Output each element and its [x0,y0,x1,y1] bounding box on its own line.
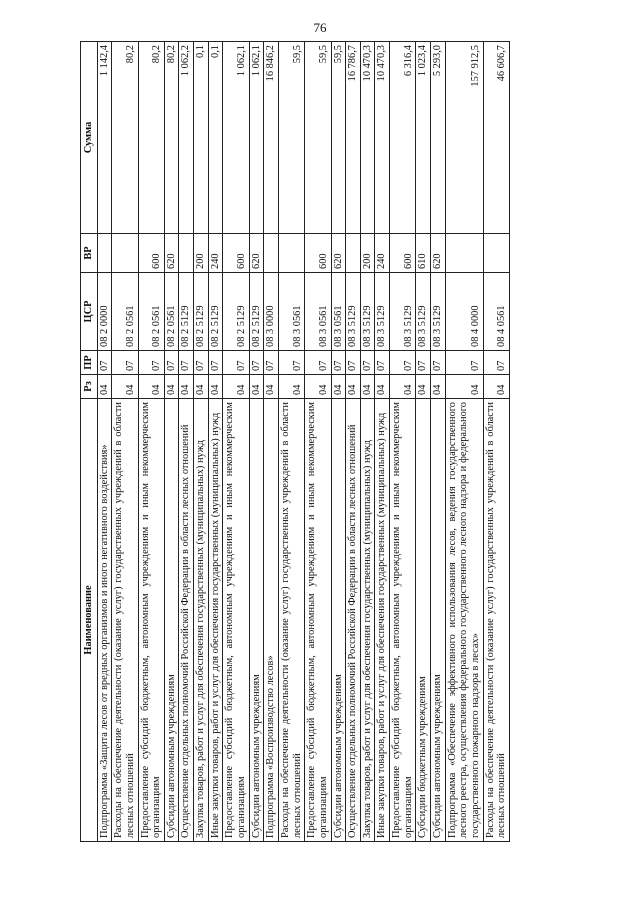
cell-rz: 04 [346,375,361,399]
cell-name: Предоставление субсидий бюджетным, автономным учреждениям и иным некоммерческим организациям [223,399,249,842]
cell-sum: 1 142,4 [97,42,112,234]
table-row [194,42,209,842]
header-vr: ВР [81,234,98,273]
cell-name: Субсидии бюджетным учреждениям [416,399,431,842]
cell-vr [179,234,194,273]
cell-name: Расходы на обеспечение деятельности (оказание услуг) государственных учреждений в области лесных отношений [278,399,304,842]
cell-vr: 600 [223,234,249,273]
cell-rz: 04 [331,375,346,399]
cell-sum: 0,1 [208,42,223,234]
cell-rz: 04 [305,375,331,399]
table-row [208,42,223,842]
table-row [278,42,304,842]
page-number: 76 [313,20,327,35]
header-sum: Сумма [81,42,98,234]
cell-csr: 08 2 0561 [164,273,179,351]
cell-csr: 08 2 0561 [112,273,138,351]
table-row [360,42,375,842]
cell-pr: 07 [278,351,304,375]
cell-rz: 04 [375,375,390,399]
table-row [305,42,331,842]
header-pr: ПР [81,351,98,375]
cell-name: Осуществление отдельных полномочий Российской Федерации в области лесных отношений [346,399,361,842]
cell-name: Подпрограмма «Обеспечение эффективного использования лесов, ведения государственного лесного реестра, осуществления федерального государственного лесного надзора и федерального государственного пожарного надзора в лесах» [445,399,483,842]
cell-rz: 04 [164,375,179,399]
cell-pr: 07 [194,351,209,375]
cell-csr: 08 3 5129 [360,273,375,351]
cell-rz: 04 [138,375,164,399]
cell-vr [97,234,112,273]
cell-pr: 07 [249,351,264,375]
cell-rz: 04 [264,375,279,399]
cell-pr: 07 [416,351,431,375]
cell-csr: 08 4 0000 [445,273,483,351]
cell-rz: 04 [194,375,209,399]
cell-vr: 610 [416,234,431,273]
cell-csr: 08 2 5129 [208,273,223,351]
cell-csr: 08 3 5129 [375,273,390,351]
cell-vr: 600 [138,234,164,273]
cell-vr [445,234,483,273]
cell-sum: 16 846,2 [264,42,279,234]
table-body [97,42,509,842]
cell-rz: 04 [208,375,223,399]
table-row [264,42,279,842]
cell-csr: 08 2 5129 [223,273,249,351]
cell-pr: 07 [179,351,194,375]
cell-rz: 04 [431,375,446,399]
cell-csr: 08 3 0561 [278,273,304,351]
cell-rz: 04 [483,375,509,399]
cell-vr: 620 [331,234,346,273]
cell-pr: 07 [390,351,416,375]
cell-rz: 04 [445,375,483,399]
cell-name: Предоставление субсидий бюджетным, автономным учреждениям и иным некоммерческим организациям [138,399,164,842]
cell-vr: 600 [390,234,416,273]
cell-pr: 07 [112,351,138,375]
table-row [431,42,446,842]
cell-sum: 80,2 [112,42,138,234]
cell-pr: 07 [138,351,164,375]
cell-pr: 07 [375,351,390,375]
cell-name: Иные закупки товаров, работ и услуг для обеспечения государственных (муниципальных) нужд [208,399,223,842]
cell-name: Расходы на обеспечение деятельности (оказание услуг) государственных учреждений в области лесных отношений [112,399,138,842]
cell-sum: 157 912,5 [445,42,483,234]
cell-sum: 0,1 [194,42,209,234]
cell-sum: 16 786,7 [346,42,361,234]
table-row [223,42,249,842]
budget-table [80,41,510,842]
cell-vr [346,234,361,273]
table-row [249,42,264,842]
cell-sum: 10 470,3 [375,42,390,234]
cell-sum: 80,2 [138,42,164,234]
cell-pr: 07 [164,351,179,375]
cell-csr: 08 2 5129 [179,273,194,351]
cell-rz: 04 [360,375,375,399]
table-row [138,42,164,842]
cell-csr: 08 4 0561 [483,273,509,351]
cell-sum: 10 470,3 [360,42,375,234]
cell-csr: 08 2 5129 [194,273,209,351]
cell-name: Иные закупки товаров, работ и услуг для обеспечения государственных (муниципальных) нужд [375,399,390,842]
cell-pr: 07 [445,351,483,375]
cell-sum: 1 062,2 [179,42,194,234]
header-rz: Рз [81,375,98,399]
header-name: Наименование [81,399,98,842]
cell-rz: 04 [179,375,194,399]
cell-pr: 07 [431,351,446,375]
cell-pr: 07 [223,351,249,375]
cell-pr: 07 [97,351,112,375]
cell-pr: 07 [264,351,279,375]
table-row [416,42,431,842]
header-csr: ЦСР [81,273,98,351]
cell-vr [278,234,304,273]
rotated-table-container [80,42,620,842]
cell-csr: 08 2 0561 [138,273,164,351]
cell-name: Субсидии автономным учреждениям [249,399,264,842]
cell-csr: 08 3 5129 [416,273,431,351]
cell-sum: 59,5 [278,42,304,234]
cell-name: Подпрограмма «Воспроизводство лесов» [264,399,279,842]
cell-pr: 07 [331,351,346,375]
cell-pr: 07 [483,351,509,375]
cell-sum: 59,5 [331,42,346,234]
cell-csr: 08 3 0561 [331,273,346,351]
rotated-table-frame [80,42,620,842]
table-row [445,42,483,842]
cell-vr [112,234,138,273]
table-header [81,42,98,842]
cell-pr: 07 [208,351,223,375]
cell-pr: 07 [305,351,331,375]
cell-name: Закупка товаров, работ и услуг для обеспечения государственных (муниципальных) нужд [360,399,375,842]
cell-csr: 08 3 0561 [305,273,331,351]
cell-vr: 200 [194,234,209,273]
cell-name: Осуществление отдельных полномочий Российской Федерации в области лесных отношений [179,399,194,842]
cell-name: Субсидии автономным учреждениям [431,399,446,842]
cell-csr: 08 2 5129 [249,273,264,351]
cell-rz: 04 [390,375,416,399]
table-row [331,42,346,842]
table-row [483,42,509,842]
cell-rz: 04 [278,375,304,399]
cell-vr: 240 [208,234,223,273]
cell-sum: 46 606,7 [483,42,509,234]
table-row [346,42,361,842]
cell-sum: 1 062,1 [249,42,264,234]
cell-csr: 08 3 5129 [390,273,416,351]
cell-sum: 1 062,1 [223,42,249,234]
cell-sum: 59,5 [305,42,331,234]
cell-rz: 04 [97,375,112,399]
cell-vr [264,234,279,273]
cell-csr: 08 3 5129 [431,273,446,351]
cell-sum: 80,2 [164,42,179,234]
cell-csr: 08 3 0000 [264,273,279,351]
cell-vr: 600 [305,234,331,273]
table-row [179,42,194,842]
table-row [375,42,390,842]
cell-name: Субсидии автономным учреждениям [164,399,179,842]
cell-name: Предоставление субсидий бюджетным, автономным учреждениям и иным некоммерческим организациям [305,399,331,842]
cell-vr [483,234,509,273]
cell-name: Закупка товаров, работ и услуг для обеспечения государственных (муниципальных) нужд [194,399,209,842]
cell-name: Подпрограмма «Защита лесов от вредных организмов и иного негативного воздействия» [97,399,112,842]
cell-sum: 5 293,0 [431,42,446,234]
cell-rz: 04 [112,375,138,399]
cell-rz: 04 [416,375,431,399]
table-row [164,42,179,842]
cell-vr: 240 [375,234,390,273]
cell-vr: 620 [431,234,446,273]
cell-vr: 200 [360,234,375,273]
cell-name: Субсидии автономным учреждениям [331,399,346,842]
cell-csr: 08 2 0000 [97,273,112,351]
cell-vr: 620 [164,234,179,273]
cell-sum: 6 316,4 [390,42,416,234]
cell-rz: 04 [223,375,249,399]
cell-pr: 07 [346,351,361,375]
table-row [390,42,416,842]
cell-pr: 07 [360,351,375,375]
cell-vr: 620 [249,234,264,273]
cell-name: Расходы на обеспечение деятельности (оказание услуг) государственных учреждений в области лесных отношений [483,399,509,842]
cell-rz: 04 [249,375,264,399]
header-row [81,42,98,842]
table-row [97,42,112,842]
cell-name: Предоставление субсидий бюджетным, автономным учреждениям и иным некоммерческим организациям [390,399,416,842]
table-row [112,42,138,842]
cell-sum: 1 023,4 [416,42,431,234]
cell-csr: 08 3 5129 [346,273,361,351]
